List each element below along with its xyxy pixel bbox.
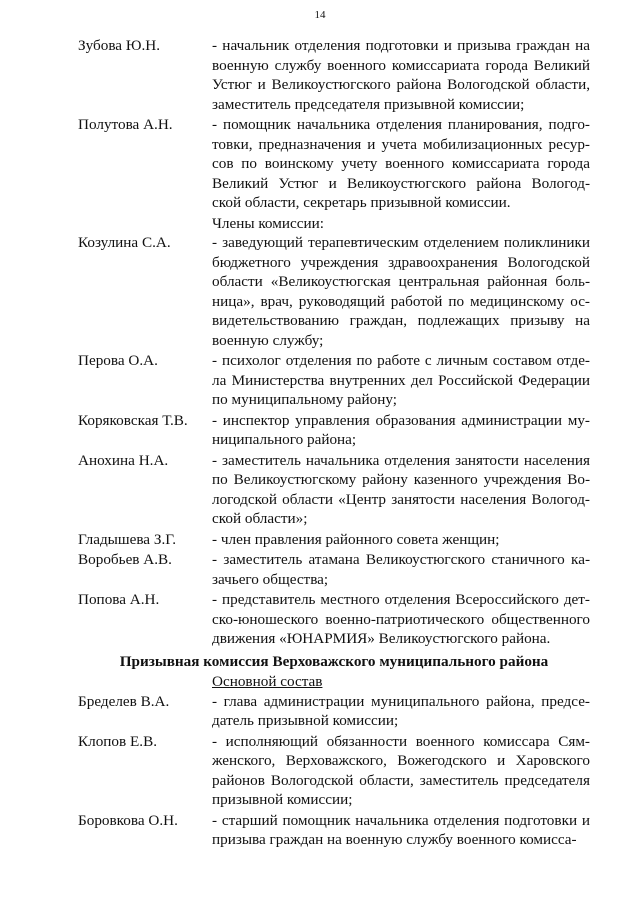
section-subtitle: Основной состав bbox=[212, 673, 323, 690]
person-duty bbox=[212, 451, 590, 529]
person-entry bbox=[78, 411, 590, 450]
person-name: Коряковская Т.В. bbox=[78, 411, 188, 429]
duty-line: области «Великоустюгская центральная районная боль- bbox=[212, 273, 590, 290]
duty-line: - помощник начальника отделения планирования, подго- bbox=[212, 116, 590, 133]
duty-line: заместитель председателя призывной комиссии; bbox=[212, 95, 525, 113]
person-name: Гладышева З.Г. bbox=[78, 530, 177, 548]
duty-line: - исполняющий обязанности военного комиссара Сям- bbox=[212, 732, 590, 750]
person-entry bbox=[78, 550, 590, 589]
members-heading: Члены комиссии: bbox=[212, 214, 324, 232]
duty-line: - старший помощник начальника отделения подготовки и bbox=[212, 811, 590, 829]
duty-line: - заместитель начальника отделения занятости населения bbox=[212, 451, 590, 469]
duty-line: - инспектор управления образования администрации му- bbox=[212, 411, 590, 429]
duty-line: - начальник отделения подготовки и призыва граждан на bbox=[212, 37, 590, 54]
duty-line: видетельствованию граждан, подлежащих призыву на bbox=[212, 312, 590, 329]
duty-line: по Великоустюгскому району казенного учреждения Во- bbox=[212, 471, 590, 488]
duty-line: - представитель местного отделения Всероссийского дет- bbox=[212, 591, 590, 608]
person-name: Боровкова О.Н. bbox=[78, 811, 178, 829]
person-duty bbox=[212, 530, 590, 550]
duty-line: зачьего общества; bbox=[212, 570, 329, 588]
person-duty bbox=[212, 351, 590, 410]
duty-line: логодской области «Центр занятости населения Вологод- bbox=[212, 490, 590, 508]
person-name: Козулина С.А. bbox=[78, 234, 171, 251]
person-entry bbox=[78, 692, 590, 731]
duty-line: движения «ЮНАРМИЯ» Великоустюгского района. bbox=[212, 630, 551, 647]
person-duty bbox=[212, 36, 590, 114]
person-name: Перова О.А. bbox=[78, 352, 158, 369]
duty-line: - заместитель атамана Великоустюгского станичного ка- bbox=[212, 551, 590, 568]
duty-line: по муниципальному району; bbox=[212, 391, 397, 408]
duty-line: Великий Устюг и Великоустюгского района Вологод- bbox=[212, 174, 590, 192]
duty-line: военную службу; bbox=[212, 331, 324, 349]
person-entry bbox=[78, 590, 590, 649]
duty-line: ской области»; bbox=[212, 510, 308, 527]
person-name: Попова А.Н. bbox=[78, 591, 160, 608]
person-entry bbox=[78, 233, 590, 350]
commission-members-list bbox=[78, 233, 590, 649]
duty-line: - психолог отделения по работе с личным составом отде- bbox=[212, 352, 590, 369]
person-duty bbox=[212, 590, 590, 649]
person-entry bbox=[78, 530, 590, 550]
duty-line: районов Вологодской области, заместитель председателя bbox=[212, 771, 590, 789]
duty-line: ница», врач, руководящий работой по медицинскому ос- bbox=[212, 292, 590, 310]
person-name: Зубова Ю.Н. bbox=[78, 37, 161, 54]
person-name: Воробьев А.В. bbox=[78, 551, 172, 568]
document-body bbox=[78, 36, 590, 851]
duty-line: женского, Верховажского, Вожегодского и Харовского bbox=[212, 752, 590, 769]
person-duty bbox=[212, 411, 590, 450]
duty-line: - член правления районного совета женщин; bbox=[212, 530, 500, 548]
person-duty bbox=[212, 811, 590, 850]
duty-line: ла Министерства внутренних дел Российской Федерации bbox=[212, 371, 590, 389]
person-duty bbox=[212, 233, 590, 350]
duty-line: товки, предназначения и учета мобилизационных ресур- bbox=[212, 135, 590, 153]
person-name: Анохина Н.А. bbox=[78, 451, 169, 469]
section-title: Призывная комиссия Верховажского муниципального района bbox=[119, 652, 549, 670]
duty-line: - глава администрации муниципального района, предсе- bbox=[212, 692, 590, 710]
duty-line: ско-юношеского военно-патриотического общественного bbox=[212, 610, 590, 628]
verkhovazhsky-commission-list bbox=[78, 692, 590, 850]
duty-line: датель призывной комиссии; bbox=[212, 712, 399, 729]
person-entry bbox=[78, 451, 590, 529]
duty-line: военную службу военного комиссариата города Великий bbox=[212, 56, 590, 74]
person-duty bbox=[212, 115, 590, 213]
person-name: Бределев В.А. bbox=[78, 692, 170, 710]
commission-list-continued bbox=[78, 36, 590, 213]
duty-line: ской области, секретарь призывной комиссии. bbox=[212, 194, 511, 211]
duty-line: бюджетного учреждения здравоохранения Вологодской bbox=[212, 253, 590, 271]
person-duty bbox=[212, 550, 590, 589]
duty-line: сов по воинскому учету военного комиссариата города bbox=[212, 155, 590, 172]
page-number: 14 bbox=[314, 9, 326, 21]
person-duty bbox=[212, 732, 590, 810]
person-entry bbox=[78, 351, 590, 410]
duty-line: ниципального района; bbox=[212, 431, 357, 448]
duty-line: Устюг и Великоустюгского района Вологодской области, bbox=[212, 76, 590, 93]
person-name: Полутова А.Н. bbox=[78, 116, 173, 133]
person-entry bbox=[78, 811, 590, 850]
duty-line: - заведующий терапевтическим отделением поликлиники bbox=[212, 234, 590, 251]
duty-line: призывной комиссии; bbox=[212, 791, 353, 808]
duty-line: призыва граждан на военную службу военного комисса- bbox=[212, 831, 577, 848]
person-entry bbox=[78, 36, 590, 114]
person-entry bbox=[78, 115, 590, 213]
person-duty bbox=[212, 692, 590, 731]
person-entry bbox=[78, 732, 590, 810]
person-name: Клопов Е.В. bbox=[78, 732, 157, 750]
